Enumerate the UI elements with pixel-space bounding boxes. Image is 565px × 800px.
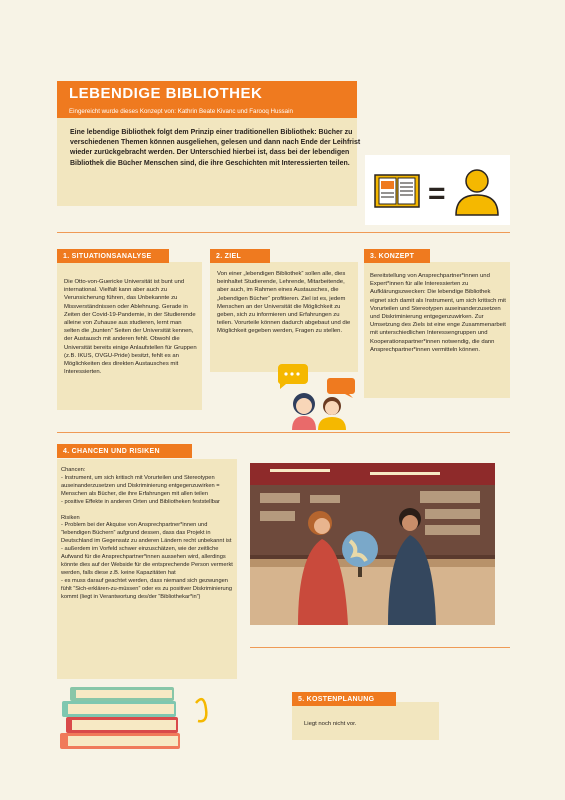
books-illustration — [58, 683, 218, 755]
kostenplanung-heading: 5. KOSTENPLANUNG — [292, 692, 396, 706]
page-subtitle: Eingereicht wurde dieses Konzept von: Kathrin Beate Kivanc und Farooq Hussain — [57, 105, 357, 118]
divider — [250, 647, 510, 648]
ziel-text: Von einer „lebendigen Bibliothek“ sollen alle, dies beinhaltet Studierende, Lehrende, Mitarbeitende, aber auch, im Rahmen eines Austausches, die „lebendigen Bücher“ profitieren. Ziel ist es, jedem Menschen an der Universität die Möglichkeit zu geben, sich zu informieren und Erfahrungen zu teilen. Vorurteile können dadurch abgebaut und die Möglichkeit gegeben werden, Fragen zu stellen. — [217, 271, 351, 335]
library-photo — [250, 463, 495, 625]
ziel-heading: 2. ZIEL — [210, 249, 270, 263]
person-icon — [456, 170, 498, 215]
chancen-risiken-text — [61, 467, 235, 602]
kostenplanung-text: Liegt noch nicht vor. — [304, 721, 357, 727]
konzept-heading: 3. KONZEPT — [364, 249, 430, 263]
situationsanalyse-text: Die Otto-von-Guericke Universität ist bunt und international. Vielfalt kann aber auch zu Verunsicherung führen, das Unbekannte zu Missverständnissen oder Ablehnung. Gerade in Zeiten der Covid-19-Pandemie, in der Studierende alleine von Zuhause aus studieren, lernt man selten die „bunten“ Seiten der Universität kennen, der Austausch mit anderen fehlt. Obwohl die Universität bereits einige Anlaufstellen für Gruppen (z.B. IKUS, OVGU-Pride) besitzt, fehlt es an Möglichkeiten des direkten Austausches mit Interessierten. — [64, 279, 197, 376]
konzept-text: Bereitstellung von Ansprechpartner*innen und Expert*innen für alle Interessierten zu Aufklärungszwecken: Die lebendige Bibliothek eignet sich damit als Instrument, um sich kritisch mit Vorurteilen und Stereotypen auseinanderzusetzen und Diskriminierung entgegenzuwirken. Zur Umsetzung des Ziels ist eine enge Zusammenarbeit mit unterschiedlichen Interessengruppen und Kooperationspartner*innen notwendig, die dann Ansprechpartner*innen vermitteln können. — [370, 273, 506, 353]
page-title: LEBENDIGE BIBLIOTHEK — [57, 81, 357, 105]
risiken-item: - Problem bei der Akquise von Ansprechpartner*innen und “lebendigen Büchern” aufgrund dessen, dass das Projekt in Deutschland im Gegensatz zu anderen Ländern recht unbekannt ist — [61, 522, 232, 545]
chatting-people-icon — [274, 362, 360, 430]
equals-sign: = — [428, 177, 446, 210]
divider — [57, 232, 510, 233]
chancen-item: - positive Effekte in anderen Orten und Bibliotheken feststellbar — [61, 498, 220, 505]
stacked-books-icon — [58, 683, 218, 755]
book-icon — [375, 175, 419, 207]
chancen-risiken-heading: 4. CHANCEN UND RISIKEN — [57, 444, 192, 458]
risiken-item: - außerdem im Vorfeld schwer einzuschätzen, wie der zeitliche Aufwand für die Ansprechpartner*innen aussehen wird, allerdings könnte dies auf der Webside für die entsprechende Person vermerkt werden, falls diese z.B. keine Kapazitäten hat — [61, 546, 233, 576]
library-scene-image — [250, 463, 495, 625]
chancen-label: Chancen: — [61, 467, 86, 473]
risiken-item: - es muss darauf geachtet werden, dass niemand sich gezwungen fühlt “Sich-erklären-zu-müssen” oder es zu positiver Diskriminierung kommt (liegt in Verantwortung des/der “Bibliothekar*in”) — [61, 577, 232, 600]
situationsanalyse-heading: 1. SITUATIONSANALYSE — [57, 249, 169, 263]
intro-text: Eine lebendige Bibliothek folgt dem Prinzip einer traditionellen Bibliothek: Bücher zu verschiedenen Themen können ausgeliehen, gelesen und dann nach Ende der Leihfrist wieder zurückgebracht werden. Der Unterschied hierbei ist, dass bei der lebendigen Bibliothek die Bücher Menschen sind, die ihre Geschichten mit Interessierten teilen. — [70, 129, 361, 167]
book-equals-person-graphic — [365, 155, 510, 225]
chancen-item: - Instrument, um sich kritisch mit Vorurteilen und Stereotypen auseinanderzusetzen und Diskriminierung entgegenzuwirken = Menschen als Bücher, die ihre Erfahrungen mit allen teilen — [61, 474, 220, 497]
book-person-illustration — [365, 155, 510, 225]
divider — [57, 432, 510, 433]
conversation-illustration — [274, 362, 360, 430]
risiken-label: Risiken — [61, 514, 80, 521]
